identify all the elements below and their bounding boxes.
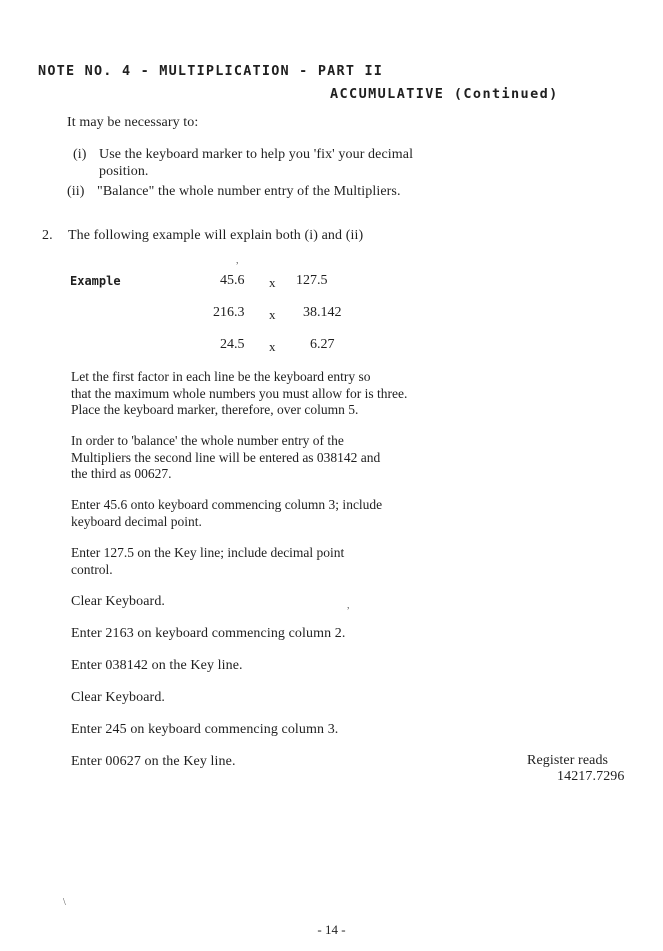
example-row-1-right: 127.5 — [296, 273, 328, 288]
paragraph-enter-127-5 — [71, 545, 491, 578]
item-ii-line1: "Balance" the whole number entry of the Multipliers. — [97, 184, 401, 199]
example-row-2-right: 38.142 — [303, 305, 342, 320]
example-label: Example — [70, 274, 121, 288]
section-2-text: The following example will explain both (i) and (ii) — [68, 228, 364, 243]
register-label: Register reads — [527, 753, 609, 768]
step-enter-038142: Enter 038142 on the Key line. — [71, 658, 243, 673]
paragraph-line: Enter 127.5 on the Key line; include decimal point — [71, 545, 345, 560]
paragraph-line: Enter 45.6 onto keyboard commencing column 3; include — [71, 497, 383, 512]
example-row-1-left: 45.6 — [220, 273, 245, 288]
paragraph-line: Multipliers the second line will be entered as 038142 and — [71, 449, 381, 465]
example-row-2-left: 216.3 — [213, 305, 245, 320]
paragraph-line: keyboard decimal point. — [71, 513, 202, 529]
scan-mark: , — [347, 600, 350, 611]
example-row-3-left: 24.5 — [220, 337, 245, 352]
example-row-1-times: x — [269, 275, 276, 290]
paragraph-line: control. — [71, 561, 113, 577]
scan-mark: \ — [63, 897, 66, 908]
paragraph-line: that the maximum whole numbers you must allow for is three. — [71, 385, 408, 401]
page-number: - 14 - — [317, 922, 346, 937]
paragraph-line: the third as 00627. — [71, 466, 172, 481]
intro-text: It may be necessary to: — [67, 115, 199, 130]
section-2-number: 2. — [42, 228, 53, 243]
register-value: 14217.7296 — [557, 769, 625, 784]
item-i-line2: position. — [99, 164, 149, 179]
paragraph-keyboard-entry — [71, 369, 491, 419]
paragraph-line: Place the keyboard marker, therefore, over column 5. — [71, 402, 359, 417]
paragraph-balance — [71, 433, 491, 483]
paragraph-line: In order to 'balance' the whole number entry of the — [71, 433, 344, 448]
item-i-line1: Use the keyboard marker to help you 'fix' your decimal — [99, 147, 414, 162]
item-ii-marker: (ii) — [67, 184, 85, 199]
paragraph-line: Let the first factor in each line be the keyboard entry so — [71, 369, 371, 384]
example-row-2-times: x — [269, 307, 276, 322]
item-i-marker: (i) — [73, 147, 87, 162]
paragraph-enter-45-6 — [71, 497, 491, 530]
note-title: NOTE NO. 4 - MULTIPLICATION - PART II — [38, 63, 384, 79]
example-row-3-right: 6.27 — [310, 337, 335, 352]
step-clear-keyboard-2: Clear Keyboard. — [71, 690, 166, 705]
step-enter-2163: Enter 2163 on keyboard commencing column 2. — [71, 626, 346, 641]
step-enter-245: Enter 245 on keyboard commencing column 3. — [71, 722, 339, 737]
scan-mark: , — [236, 255, 239, 266]
step-enter-00627: Enter 00627 on the Key line. — [71, 754, 236, 769]
example-row-3-times: x — [269, 339, 276, 354]
step-clear-keyboard-1: Clear Keyboard. — [71, 594, 166, 609]
note-subtitle: ACCUMULATIVE (Continued) — [330, 86, 559, 102]
